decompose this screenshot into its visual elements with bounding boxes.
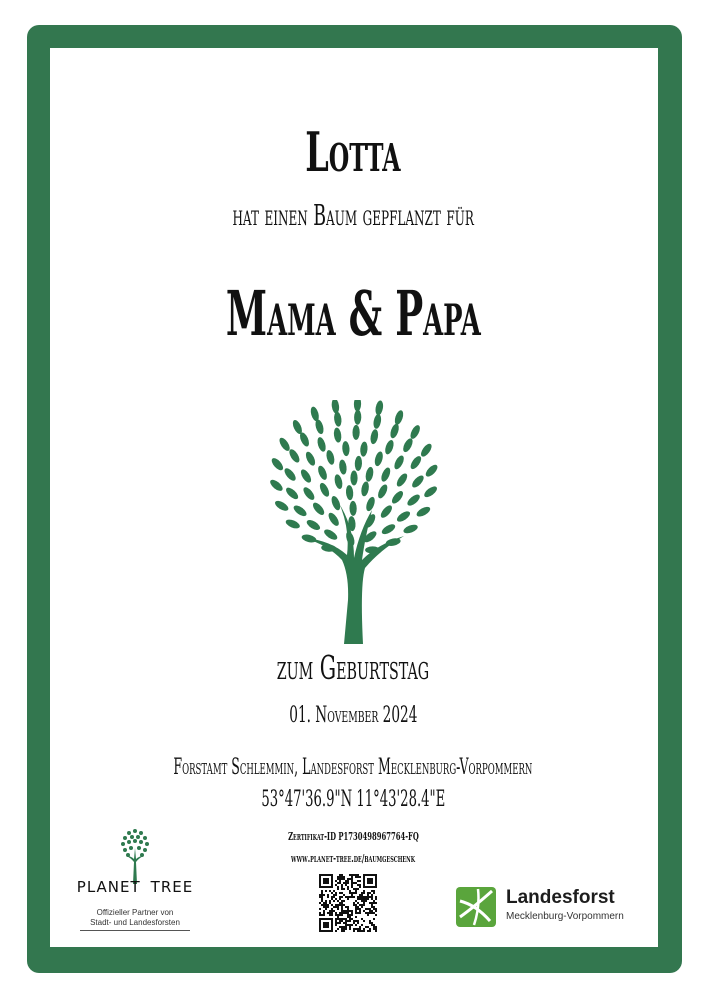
tree-leaf (380, 522, 397, 536)
tree-leaf (350, 471, 357, 486)
planet-tree-logo (74, 826, 196, 936)
tree-leaf (305, 518, 322, 532)
landesforst-name: Landesforst (506, 887, 615, 908)
tree-leaf (338, 459, 347, 475)
tree-leaf (330, 495, 342, 512)
tree-leaf (424, 463, 438, 479)
tree-leaf (374, 400, 384, 416)
tree-leaf (354, 410, 362, 425)
qr-code[interactable] (319, 874, 377, 932)
tree-leaf (301, 533, 317, 544)
tree-leaf (406, 493, 422, 508)
tree-leaf (401, 437, 414, 454)
tree-leaf (284, 486, 300, 501)
planting-location: Forstamt Schlemmin, Landesforst Mecklenburg-Vorpommern (173, 755, 533, 780)
tree-leaf (284, 518, 301, 530)
tree-leaf (327, 511, 341, 527)
tree-leaf (360, 481, 370, 497)
recipient-name: Lotta (305, 120, 401, 184)
tree-leaf (333, 411, 342, 427)
planting-date: 01. November 2024 (288, 703, 418, 728)
tree-leaf (402, 523, 419, 535)
tree-leaf (392, 454, 405, 471)
tree-leaf (318, 481, 331, 498)
tree-leaf (342, 441, 350, 457)
tree-leaf (311, 501, 326, 517)
tree-leaf (304, 450, 317, 467)
tree-leaf (393, 409, 405, 426)
tree-leaf (372, 413, 382, 429)
tree-leaf (270, 478, 284, 493)
tree-leaf (365, 496, 377, 513)
tree-leaf (349, 501, 357, 516)
tree-leaf (292, 503, 308, 518)
landesforst-logo-icon (456, 887, 496, 927)
tree-leaf (409, 454, 424, 470)
tree-leaf (301, 485, 316, 501)
tree-leaf (410, 474, 425, 490)
tree-leaf (322, 527, 338, 541)
tree-leaf (354, 400, 362, 412)
tree-leaf (384, 439, 396, 456)
tree-leaf (325, 449, 336, 465)
tree-leaf (364, 466, 374, 482)
tree-leaf (422, 484, 438, 499)
honoree-name: Mama & Papa (225, 277, 481, 350)
tree-leaf (395, 509, 411, 523)
tree-leaf (345, 485, 353, 501)
occasion-text: zum Geburtstag (276, 648, 430, 687)
tree-leaf (309, 406, 320, 422)
landesforst-region: Mecklenburg-Vorpommern (506, 911, 624, 922)
tree-leaf (354, 456, 362, 471)
tree-illustration (270, 400, 438, 644)
tree-leaf (283, 466, 298, 482)
tree-leaf (333, 427, 342, 443)
tree-leaf (369, 429, 379, 445)
tree-leaf (380, 466, 392, 483)
tree-leaf (389, 423, 401, 440)
planet-tree-tagline: Offizieller Partner von Stadt- und Landesforsten (90, 908, 180, 927)
tree-leaf (273, 499, 290, 513)
certificate-id: Zertifikat-ID P1730498967764-FQ (287, 830, 419, 843)
tree-leaf (316, 464, 328, 481)
tree-leaf (376, 483, 389, 500)
tree-leaf (360, 441, 369, 457)
tree-leaf (415, 505, 432, 519)
planet-tree-logo-icon (120, 826, 150, 884)
tree-leaf (379, 504, 394, 520)
tree-leaf (270, 456, 285, 472)
tree-leaf (287, 448, 301, 465)
planted-text: hat einen Baum gepflanzt für (232, 198, 474, 232)
tree-leaf (352, 425, 359, 440)
tree-leaf (419, 442, 434, 458)
tree-leaf (373, 451, 384, 467)
tree-leaf (314, 419, 325, 435)
tree-leaf (333, 474, 343, 490)
planet-tree-wordmark: PLANET TREE (76, 878, 194, 896)
tree-leaf (316, 436, 327, 452)
gps-coordinates: 53°47'36.9"N 11°43'28.4"E (261, 787, 445, 812)
tree-leaf (409, 424, 422, 441)
tree-leaf (331, 400, 340, 414)
planet-tree-underline (80, 930, 190, 931)
website-url[interactable]: www.planet-tree.de/baumgeschenk (290, 852, 416, 865)
tree-leaf (277, 436, 291, 452)
landesforst-logo (456, 885, 646, 929)
tree-leaf (390, 489, 405, 505)
tree-leaf (299, 468, 313, 485)
tree-leaf (395, 472, 409, 488)
